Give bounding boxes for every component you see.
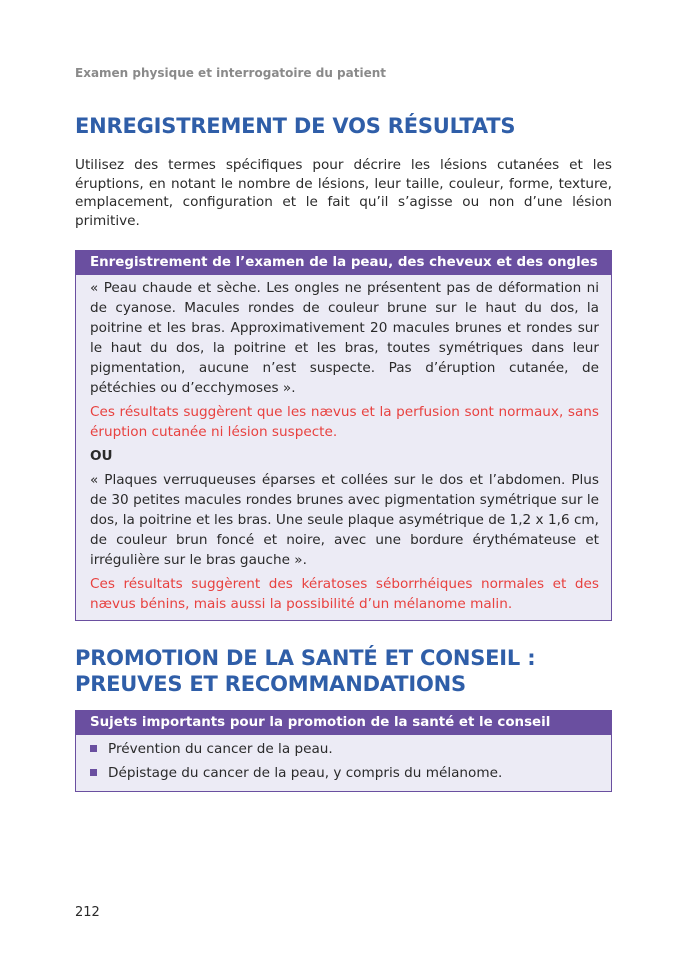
interpretation-1: Ces résultats suggèrent que les nævus et la perfusion sont normaux, sans éruption cutanée ni lésion suspecte. [90,404,599,440]
example-record-2: « Plaques verruqueuses éparses et collées sur le dos et l’abdomen. Plus de 30 petites macules rondes brunes avec pigmentation symétrique sur le dos, la poitrine et les bras. Une seule plaque asymétrique de 1,2 x 1,6 cm, de couleur brun foncé et noire, avec une bordure érythémateuse et irrégulière sur le bras gauche ». [90,472,599,568]
or-separator: OU [90,448,113,464]
skin-exam-record-box [75,250,612,621]
intro-paragraph: Utilisez des termes spécifiques pour décrire les lésions cutanées et les éruptions, en notant le nombre de lésions, leur taille, couleur, forme, texture, emplacement, configuration et le fait qu’il s’agisse ou non d’une lésion primitive. [75,157,612,229]
title-line-1: PROMOTION DE LA SANTÉ ET CONSEIL : [75,646,536,670]
box-header: Sujets importants pour la promotion de la santé et le conseil [76,711,611,735]
section-title-promotion [75,645,535,697]
interpretation-2: Ces résultats suggèrent des kératoses séborrhéiques normales et des nævus bénins, mais aussi la possibilité d’un mélanome malin. [90,576,599,612]
section-title-results: ENREGISTREMENT DE VOS RÉSULTATS [75,114,516,138]
square-bullet-icon [90,769,97,776]
health-promotion-box [75,710,612,792]
topic-list [90,737,599,785]
running-head: Examen physique et interrogatoire du patient [75,66,387,80]
title-line-2: PREUVES ET RECOMMANDATIONS [75,672,466,696]
square-bullet-icon [90,745,97,752]
example-record-1: « Peau chaude et sèche. Les ongles ne présentent pas de déformation ni de cyanose. Macules rondes de couleur brune sur le haut du dos, la poitrine et les bras. Approximativement 20 macules brunes et rondes sur le haut du dos, la poitrine et les bras, toutes symétriques dans leur pigmentation, aucune n’est suspecte. Pas d’éruption cutanée, de pétéchies ou d’ecchymoses ». [90,280,599,396]
list-item: Prévention du cancer de la peau. [90,737,599,761]
page-number: 212 [75,905,100,920]
box-header: Enregistrement de l’examen de la peau, des cheveux et des ongles [76,251,611,275]
list-item: Dépistage du cancer de la peau, y compris du mélanome. [90,761,599,785]
